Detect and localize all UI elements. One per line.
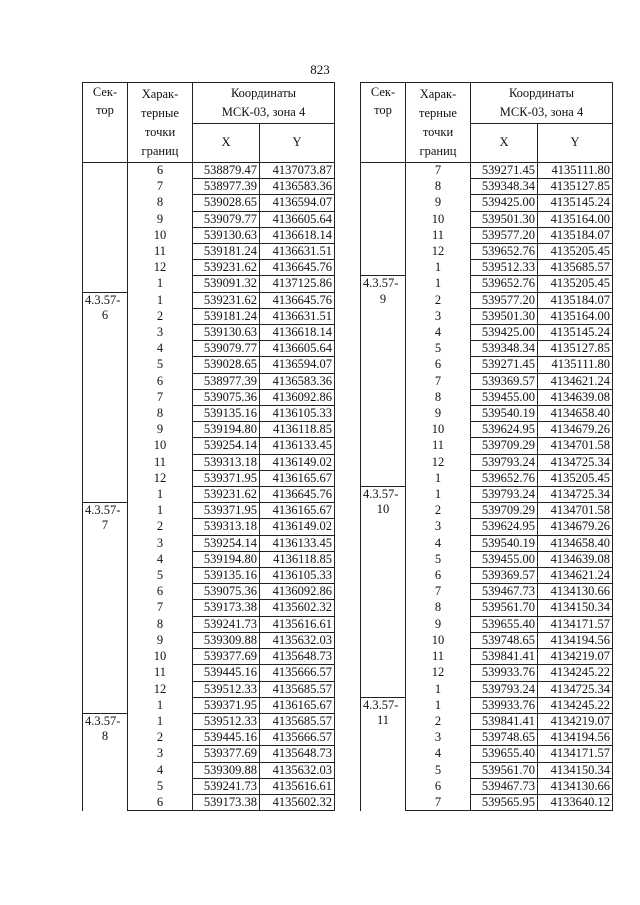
sector-code: 4.3.57-	[85, 503, 121, 518]
sector-number: 6	[101, 307, 109, 322]
sector-cell	[361, 697, 406, 810]
sector-number: 8	[101, 729, 109, 744]
header-points: Харак- терные точки границ	[128, 83, 193, 163]
coord-y: 4134245.22	[538, 665, 613, 681]
sector-cell	[83, 503, 128, 714]
coord-x: 539348.34	[471, 341, 538, 357]
sector-code: 4.3.57-	[363, 697, 399, 712]
point-number: 5	[406, 551, 471, 567]
coord-y: 4136133.45	[260, 535, 335, 551]
point-number: 1	[406, 470, 471, 486]
coord-y: 4134725.34	[538, 454, 613, 470]
coord-y: 4135616.61	[260, 616, 335, 632]
coord-y: 4136645.76	[260, 292, 335, 308]
sector-code: 4.3.57-	[363, 276, 399, 291]
coord-x: 539369.57	[471, 373, 538, 389]
coord-x: 539624.95	[471, 519, 538, 535]
table-body	[361, 163, 613, 811]
coord-x: 539501.30	[471, 211, 538, 227]
coord-x: 539254.14	[193, 535, 260, 551]
coord-x: 539933.76	[471, 665, 538, 681]
point-number: 1	[406, 487, 471, 503]
coord-y: 4136605.64	[260, 211, 335, 227]
coord-x: 539377.69	[193, 649, 260, 665]
point-number: 11	[128, 244, 193, 260]
point-number: 1	[128, 292, 193, 308]
coord-x: 539377.69	[193, 746, 260, 762]
coord-y: 4134194.56	[538, 632, 613, 648]
coord-x: 539079.77	[193, 211, 260, 227]
coord-y: 4137125.86	[260, 276, 335, 292]
coord-y: 4135127.85	[538, 179, 613, 195]
coord-x: 539793.24	[471, 454, 538, 470]
coord-y: 4135164.00	[538, 211, 613, 227]
coord-x: 539075.36	[193, 389, 260, 405]
point-number: 3	[128, 746, 193, 762]
point-number: 9	[128, 422, 193, 438]
coord-x: 539561.70	[471, 762, 538, 778]
point-number: 10	[128, 227, 193, 243]
table-row	[83, 163, 335, 179]
point-number: 9	[406, 406, 471, 422]
header-y: Y	[538, 124, 613, 163]
sector-number: 7	[101, 518, 109, 533]
point-number: 6	[128, 163, 193, 179]
page-number: 823	[310, 62, 330, 77]
coord-y: 4135145.24	[538, 325, 613, 341]
coord-x: 539655.40	[471, 746, 538, 762]
coord-x: 539313.18	[193, 454, 260, 470]
coord-x: 539793.24	[471, 487, 538, 503]
point-number: 10	[406, 422, 471, 438]
point-number: 10	[406, 211, 471, 227]
coord-x: 539130.63	[193, 325, 260, 341]
coord-y: 4136594.07	[260, 357, 335, 373]
coord-y: 4134245.22	[538, 697, 613, 713]
coord-x: 539467.73	[471, 584, 538, 600]
coord-y: 4136118.85	[260, 551, 335, 567]
coord-x: 539309.88	[193, 632, 260, 648]
coord-x: 539371.95	[193, 470, 260, 486]
coord-y: 4135111.80	[538, 357, 613, 373]
sector-number: 11	[376, 712, 390, 727]
point-number: 4	[128, 551, 193, 567]
coord-y: 4136149.02	[260, 454, 335, 470]
coord-y: 4136133.45	[260, 438, 335, 454]
coord-x: 539231.62	[193, 260, 260, 276]
coord-y: 4134658.40	[538, 535, 613, 551]
point-number: 6	[406, 778, 471, 794]
header-coordinates: Координаты МСК-03, зона 4	[471, 83, 613, 124]
coord-x: 539577.20	[471, 227, 538, 243]
point-number: 6	[128, 794, 193, 810]
coord-y: 4135184.07	[538, 227, 613, 243]
coord-y: 4133640.12	[538, 794, 613, 810]
coord-y: 4134679.26	[538, 519, 613, 535]
coord-y: 4136631.51	[260, 308, 335, 324]
coord-x: 539371.95	[193, 503, 260, 519]
coord-x: 539561.70	[471, 600, 538, 616]
point-number: 5	[128, 357, 193, 373]
coord-y: 4134130.66	[538, 778, 613, 794]
point-number: 5	[128, 568, 193, 584]
coord-y: 4136645.76	[260, 487, 335, 503]
coord-x: 539709.29	[471, 438, 538, 454]
coord-y: 4134621.24	[538, 373, 613, 389]
coord-y: 4135685.57	[260, 681, 335, 697]
point-number: 10	[128, 649, 193, 665]
coord-y: 4134639.08	[538, 551, 613, 567]
header-x: X	[193, 124, 260, 163]
point-number: 1	[128, 276, 193, 292]
coord-y: 4136583.36	[260, 179, 335, 195]
point-number: 7	[406, 584, 471, 600]
point-number: 7	[406, 794, 471, 810]
coord-y: 4136092.86	[260, 389, 335, 405]
coord-x: 539455.00	[471, 389, 538, 405]
coord-x: 539173.38	[193, 794, 260, 810]
point-number: 8	[406, 600, 471, 616]
point-number: 8	[406, 179, 471, 195]
coord-y: 4134194.56	[538, 730, 613, 746]
coord-y: 4134701.58	[538, 438, 613, 454]
coord-y: 4135666.57	[260, 665, 335, 681]
point-number: 11	[406, 649, 471, 665]
point-number: 4	[406, 746, 471, 762]
point-number: 1	[406, 260, 471, 276]
coord-x: 539181.24	[193, 308, 260, 324]
point-number: 3	[406, 308, 471, 324]
point-number: 3	[406, 730, 471, 746]
coord-x: 539455.00	[471, 551, 538, 567]
coord-x: 539624.95	[471, 422, 538, 438]
coord-y: 4136092.86	[260, 584, 335, 600]
coord-y: 4136165.67	[260, 697, 335, 713]
coord-x: 539577.20	[471, 292, 538, 308]
coord-y: 4136645.76	[260, 260, 335, 276]
point-number: 7	[128, 179, 193, 195]
point-number: 6	[406, 357, 471, 373]
coord-y: 4135648.73	[260, 746, 335, 762]
point-number: 7	[128, 389, 193, 405]
coord-x: 539748.65	[471, 730, 538, 746]
coord-y: 4136105.33	[260, 406, 335, 422]
coord-y: 4135685.57	[538, 260, 613, 276]
point-number: 3	[128, 535, 193, 551]
coord-y: 4136165.67	[260, 503, 335, 519]
coord-y: 4134658.40	[538, 406, 613, 422]
coord-x: 539565.95	[471, 794, 538, 810]
coord-x: 539231.62	[193, 292, 260, 308]
coord-y: 4136149.02	[260, 519, 335, 535]
point-number: 8	[128, 616, 193, 632]
coord-x: 539241.73	[193, 778, 260, 794]
point-number: 1	[406, 276, 471, 292]
coord-x: 539271.45	[471, 357, 538, 373]
coord-y: 4136631.51	[260, 244, 335, 260]
point-number: 11	[406, 227, 471, 243]
coord-y: 4135205.45	[538, 276, 613, 292]
point-number: 12	[406, 665, 471, 681]
point-number: 3	[406, 519, 471, 535]
coord-x: 539075.36	[193, 584, 260, 600]
point-number: 8	[128, 406, 193, 422]
coord-x: 539652.76	[471, 244, 538, 260]
coord-x: 539652.76	[471, 470, 538, 486]
table-body	[83, 163, 335, 811]
coord-y: 4135127.85	[538, 341, 613, 357]
coord-x: 539445.16	[193, 665, 260, 681]
coord-y: 4136594.07	[260, 195, 335, 211]
coord-x: 539512.33	[193, 713, 260, 729]
point-number: 12	[406, 244, 471, 260]
coord-x: 539933.76	[471, 697, 538, 713]
coord-x: 538879.47	[193, 163, 260, 179]
coord-x: 538977.39	[193, 373, 260, 389]
coord-x: 539512.33	[193, 681, 260, 697]
point-number: 12	[128, 681, 193, 697]
coord-x: 539445.16	[193, 730, 260, 746]
header-y: Y	[260, 124, 335, 163]
coord-x: 539241.73	[193, 616, 260, 632]
point-number: 11	[406, 438, 471, 454]
coordinates-table-left	[82, 82, 335, 811]
table-row	[361, 697, 613, 713]
coord-x: 539254.14	[193, 438, 260, 454]
coord-x: 539540.19	[471, 535, 538, 551]
coord-x: 539135.16	[193, 406, 260, 422]
point-number: 3	[128, 325, 193, 341]
header-coordinates: Координаты МСК-03, зона 4	[193, 83, 335, 124]
point-number: 2	[128, 308, 193, 324]
point-number: 8	[406, 389, 471, 405]
point-number: 11	[128, 665, 193, 681]
coord-y: 4134130.66	[538, 584, 613, 600]
sector-cell	[83, 292, 128, 503]
coord-x: 538977.39	[193, 179, 260, 195]
coord-y: 4135145.24	[538, 195, 613, 211]
coord-x: 539079.77	[193, 341, 260, 357]
sector-code: 4.3.57-	[363, 487, 399, 502]
coord-y: 4135602.32	[260, 600, 335, 616]
coord-x: 539709.29	[471, 503, 538, 519]
point-number: 1	[406, 681, 471, 697]
coord-y: 4135666.57	[260, 730, 335, 746]
coord-x: 539425.00	[471, 195, 538, 211]
coord-y: 4136605.64	[260, 341, 335, 357]
coord-y: 4134171.57	[538, 616, 613, 632]
coord-y: 4134679.26	[538, 422, 613, 438]
table-row	[361, 163, 613, 179]
coord-x: 539194.80	[193, 422, 260, 438]
table-row	[83, 503, 335, 519]
sector-cell	[361, 276, 406, 487]
sector-cell	[83, 713, 128, 810]
point-number: 1	[128, 697, 193, 713]
header-points: Харак- терные точки границ	[406, 83, 471, 163]
point-number: 2	[406, 503, 471, 519]
point-number: 5	[406, 341, 471, 357]
coord-x: 539313.18	[193, 519, 260, 535]
point-number: 10	[128, 438, 193, 454]
point-number: 6	[128, 373, 193, 389]
coord-y: 4134725.34	[538, 487, 613, 503]
point-number: 1	[128, 487, 193, 503]
coord-x: 539091.32	[193, 276, 260, 292]
point-number: 4	[128, 341, 193, 357]
table-row	[361, 487, 613, 503]
coord-x: 539194.80	[193, 551, 260, 567]
point-number: 12	[128, 260, 193, 276]
sector-number: 9	[379, 291, 387, 306]
point-number: 9	[128, 632, 193, 648]
coord-y: 4135164.00	[538, 308, 613, 324]
coord-y: 4134219.07	[538, 713, 613, 729]
coord-y: 4137073.87	[260, 163, 335, 179]
point-number: 10	[406, 632, 471, 648]
coord-y: 4135685.57	[260, 713, 335, 729]
header-sector: Сек- тор	[361, 83, 406, 163]
coord-y: 4135205.45	[538, 470, 613, 486]
coord-x: 539655.40	[471, 616, 538, 632]
coord-y: 4134150.34	[538, 762, 613, 778]
coord-x: 539231.62	[193, 487, 260, 503]
coord-x: 539793.24	[471, 681, 538, 697]
coord-y: 4135602.32	[260, 794, 335, 810]
sector-cell	[83, 163, 128, 293]
coord-y: 4136165.67	[260, 470, 335, 486]
coord-x: 539371.95	[193, 697, 260, 713]
point-number: 6	[406, 568, 471, 584]
coord-y: 4136105.33	[260, 568, 335, 584]
coord-y: 4136618.14	[260, 227, 335, 243]
coord-y: 4136618.14	[260, 325, 335, 341]
point-number: 1	[406, 697, 471, 713]
coord-y: 4134701.58	[538, 503, 613, 519]
coord-y: 4134171.57	[538, 746, 613, 762]
sector-number: 10	[376, 502, 390, 517]
point-number: 7	[128, 600, 193, 616]
point-number: 12	[406, 454, 471, 470]
point-number: 4	[406, 535, 471, 551]
header-sector: Сек- тор	[83, 83, 128, 163]
point-number: 2	[128, 730, 193, 746]
point-number: 12	[128, 470, 193, 486]
point-number: 7	[406, 163, 471, 179]
point-number: 2	[406, 713, 471, 729]
point-number: 6	[128, 584, 193, 600]
point-number: 11	[128, 454, 193, 470]
coord-x: 539512.33	[471, 260, 538, 276]
coord-y: 4135648.73	[260, 649, 335, 665]
point-number: 9	[128, 211, 193, 227]
coord-x: 539309.88	[193, 762, 260, 778]
table-row	[361, 276, 613, 292]
point-number: 5	[406, 762, 471, 778]
coord-x: 539028.65	[193, 195, 260, 211]
coord-x: 539130.63	[193, 227, 260, 243]
point-number: 5	[128, 778, 193, 794]
coord-x: 539181.24	[193, 244, 260, 260]
coord-y: 4134621.24	[538, 568, 613, 584]
coord-y: 4135632.03	[260, 632, 335, 648]
coord-y: 4134219.07	[538, 649, 613, 665]
coord-y: 4135184.07	[538, 292, 613, 308]
point-number: 2	[406, 292, 471, 308]
coord-y: 4134725.34	[538, 681, 613, 697]
point-number: 9	[406, 616, 471, 632]
table-row	[83, 292, 335, 308]
table-row	[83, 713, 335, 729]
sector-cell	[361, 487, 406, 698]
coord-x: 539369.57	[471, 568, 538, 584]
point-number: 1	[128, 503, 193, 519]
coord-x: 539467.73	[471, 778, 538, 794]
coord-y: 4136118.85	[260, 422, 335, 438]
coord-x: 539135.16	[193, 568, 260, 584]
point-number: 7	[406, 373, 471, 389]
coord-y: 4136583.36	[260, 373, 335, 389]
coord-y: 4135632.03	[260, 762, 335, 778]
coord-y: 4134150.34	[538, 600, 613, 616]
sector-cell	[361, 163, 406, 276]
coord-y: 4135111.80	[538, 163, 613, 179]
point-number: 4	[128, 762, 193, 778]
coord-y: 4135616.61	[260, 778, 335, 794]
point-number: 8	[128, 195, 193, 211]
coord-y: 4135205.45	[538, 244, 613, 260]
point-number: 9	[406, 195, 471, 211]
point-number: 2	[128, 519, 193, 535]
coord-y: 4134639.08	[538, 389, 613, 405]
header-x: X	[471, 124, 538, 163]
coord-x: 539652.76	[471, 276, 538, 292]
coord-x: 539841.41	[471, 649, 538, 665]
coord-x: 539028.65	[193, 357, 260, 373]
coord-x: 539348.34	[471, 179, 538, 195]
coord-x: 539425.00	[471, 325, 538, 341]
point-number: 1	[128, 713, 193, 729]
sector-code: 4.3.57-	[85, 292, 121, 307]
coord-x: 539173.38	[193, 600, 260, 616]
point-number: 4	[406, 325, 471, 341]
coord-x: 539748.65	[471, 632, 538, 648]
coord-x: 539271.45	[471, 163, 538, 179]
coordinates-table-right	[360, 82, 613, 811]
sector-code: 4.3.57-	[85, 713, 121, 728]
coord-x: 539841.41	[471, 713, 538, 729]
coord-x: 539501.30	[471, 308, 538, 324]
coord-x: 539540.19	[471, 406, 538, 422]
